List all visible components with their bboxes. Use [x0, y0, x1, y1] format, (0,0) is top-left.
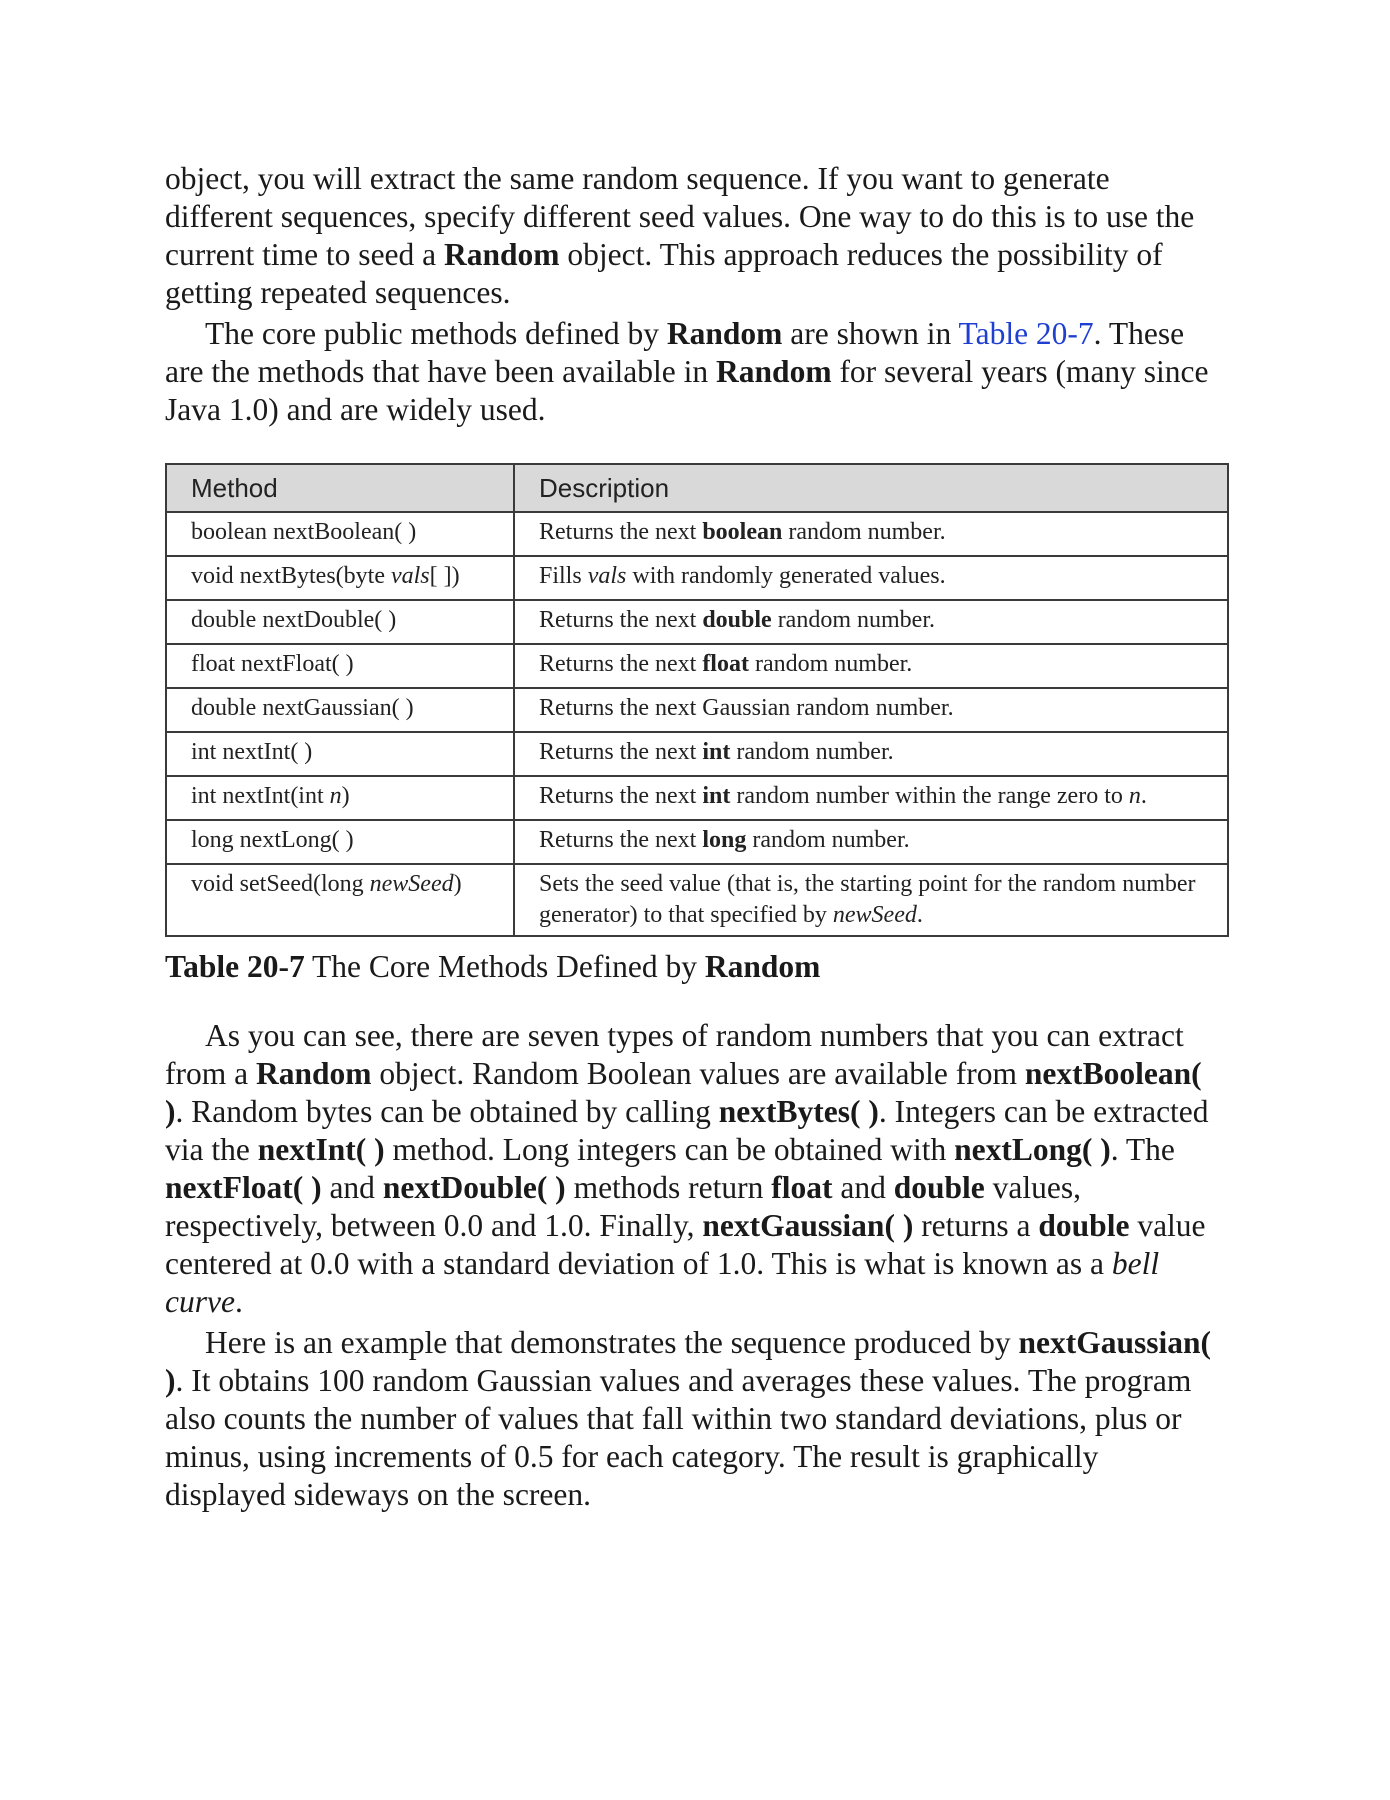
method-text: long nextLong( ) [191, 827, 354, 853]
table-row [166, 864, 1228, 936]
description-cell [514, 820, 1228, 864]
text-span: . Random bytes can be obtained by calling [175, 1094, 719, 1129]
caption-bold: Random [704, 949, 821, 984]
header-description: Description [514, 464, 1228, 512]
text-span: values, respectively, between 0.0 and 1.0. Finally, [165, 1170, 1082, 1243]
caption-label: Table 20-7 [165, 949, 305, 984]
desc-italic: vals [587, 563, 627, 589]
table-row [166, 600, 1228, 644]
method-param: vals [390, 563, 430, 589]
table-reference-link[interactable]: Table 20-7 [958, 316, 1094, 351]
text-span: object. Random Boolean values are available from [371, 1056, 1025, 1091]
text-span: returns a [913, 1208, 1039, 1243]
desc-bold: float [702, 651, 749, 677]
text-span: are shown in [782, 316, 959, 351]
text-span: . Integers can be extracted via the [165, 1094, 1209, 1167]
method-text: int nextInt( ) [191, 739, 313, 765]
desc-bold: boolean [702, 519, 783, 545]
desc-text: random number. [782, 519, 946, 545]
bold-term: nextBytes( ) [718, 1094, 879, 1129]
desc-italic: newSeed [832, 902, 917, 928]
bold-term: nextFloat( ) [165, 1170, 322, 1205]
description-cell [514, 556, 1228, 600]
method-cell [166, 644, 514, 688]
text-span: and [832, 1170, 894, 1205]
bold-term: nextInt( ) [257, 1132, 385, 1167]
description-cell [514, 688, 1228, 732]
bold-term: double [1038, 1208, 1130, 1243]
method-param: n [329, 783, 342, 809]
desc-text: Returns the next [539, 519, 703, 545]
desc-text: random number. [730, 739, 894, 765]
desc-text: random number within the range zero to [730, 783, 1129, 809]
desc-text: Sets the seed value (that is, the starting point for the random number generator) to that specified by [539, 871, 1196, 928]
method-param: newSeed [369, 871, 454, 897]
paragraph-example [165, 1324, 1225, 1514]
text-span: . These are the methods that have been available in [165, 316, 1185, 389]
method-text: double nextDouble( ) [191, 607, 397, 633]
table-row [166, 556, 1228, 600]
table-header-row [166, 464, 1228, 512]
body-after-table [165, 1017, 1225, 1514]
desc-bold: int [702, 783, 731, 809]
text-span: . The [1110, 1132, 1175, 1167]
description-cell [514, 600, 1228, 644]
description-cell [514, 512, 1228, 556]
desc-text: random number. [771, 607, 935, 633]
desc-text: Returns the next Gaussian random number. [539, 695, 954, 721]
table-row [166, 776, 1228, 820]
paragraph-types [165, 1017, 1225, 1321]
description-cell [514, 864, 1228, 936]
description-cell [514, 644, 1228, 688]
bold-term: Random [716, 354, 832, 389]
description-cell [514, 732, 1228, 776]
method-text: boolean nextBoolean( ) [191, 519, 417, 545]
method-cell [166, 732, 514, 776]
method-cell [166, 776, 514, 820]
desc-text: Returns the next [539, 651, 703, 677]
desc-text: Returns the next [539, 827, 703, 853]
method-cell [166, 820, 514, 864]
text-span: The core public methods defined by [205, 316, 667, 351]
bold-term: float [771, 1170, 833, 1205]
method-cell [166, 864, 514, 936]
text-span: for several years (many since Java 1.0) and are widely used. [165, 354, 1209, 427]
desc-bold: long [702, 827, 747, 853]
table-row [166, 820, 1228, 864]
desc-bold: double [702, 607, 772, 633]
desc-text: with randomly generated values. [626, 563, 946, 589]
text-span: value centered at 0.0 with a standard deviation of 1.0. This is what is known as a [165, 1208, 1206, 1281]
bold-term: Random [255, 1056, 372, 1091]
method-text: ) [453, 871, 462, 897]
method-text: float nextFloat( ) [191, 651, 354, 677]
bold-term: nextGaussian( ) [702, 1208, 914, 1243]
bold-term: Random [444, 237, 560, 272]
method-cell [166, 600, 514, 644]
table-row [166, 512, 1228, 556]
text-span: method. Long integers can be obtained with [384, 1132, 955, 1167]
method-cell [166, 512, 514, 556]
header-method: Method [166, 464, 514, 512]
bold-term: nextLong( ) [954, 1132, 1111, 1167]
desc-text: . [916, 902, 923, 928]
text-span: methods return [565, 1170, 772, 1205]
desc-text: Returns the next [539, 607, 703, 633]
paragraph-seed [165, 160, 1225, 312]
desc-text: Returns the next [539, 739, 703, 765]
method-cell [166, 688, 514, 732]
method-cell [166, 556, 514, 600]
methods-table [165, 463, 1229, 937]
table-caption [165, 947, 1229, 987]
desc-text: . [1140, 783, 1147, 809]
page-content [165, 160, 1225, 1514]
text-span: Here is an example that demonstrates the sequence produced by [205, 1325, 1019, 1360]
text-span: object, you will extract the same random sequence. If you want to generate different sequences, specify different seed values. One way to do this is to use the current time to seed a [165, 161, 1195, 272]
bold-term: Random [666, 316, 783, 351]
caption-text: The Core Methods Defined by [304, 949, 705, 984]
table-row [166, 644, 1228, 688]
table-row [166, 688, 1228, 732]
method-text: ) [341, 783, 350, 809]
desc-text: random number. [746, 827, 910, 853]
method-text: void setSeed(long [191, 871, 370, 897]
text-span: . [234, 1284, 243, 1319]
description-cell [514, 776, 1228, 820]
bold-term: nextBoolean( ) [165, 1056, 1202, 1129]
text-span: . It obtains 100 random Gaussian values and averages these values. The program also counts the number of values that fall within two standard deviations, plus or minus, using increments of 0.5 for each category. The result is graphically displayed sideways on the screen. [165, 1363, 1192, 1512]
paragraph-core-methods [165, 315, 1225, 429]
methods-table-block [165, 463, 1229, 987]
bold-term: double [893, 1170, 985, 1205]
bold-term: nextGaussian( ) [165, 1325, 1211, 1398]
table-row [166, 732, 1228, 776]
method-text: double nextGaussian( ) [191, 695, 414, 721]
text-span: and [321, 1170, 383, 1205]
bold-term: nextDouble( ) [382, 1170, 566, 1205]
italic-term: bell curve [165, 1246, 1160, 1319]
method-text: [ ]) [429, 563, 460, 589]
desc-text: Fills [539, 563, 588, 589]
text-span: As you can see, there are seven types of random numbers that you can extract from a [165, 1018, 1184, 1091]
desc-bold: int [702, 739, 731, 765]
desc-italic: n [1128, 783, 1141, 809]
method-text: void nextBytes(byte [191, 563, 391, 589]
desc-text: random number. [748, 651, 913, 677]
desc-text: Returns the next [539, 783, 703, 809]
method-text: int nextInt(int [191, 783, 330, 809]
text-span: object. This approach reduces the possibility of getting repeated sequences. [165, 237, 1163, 310]
